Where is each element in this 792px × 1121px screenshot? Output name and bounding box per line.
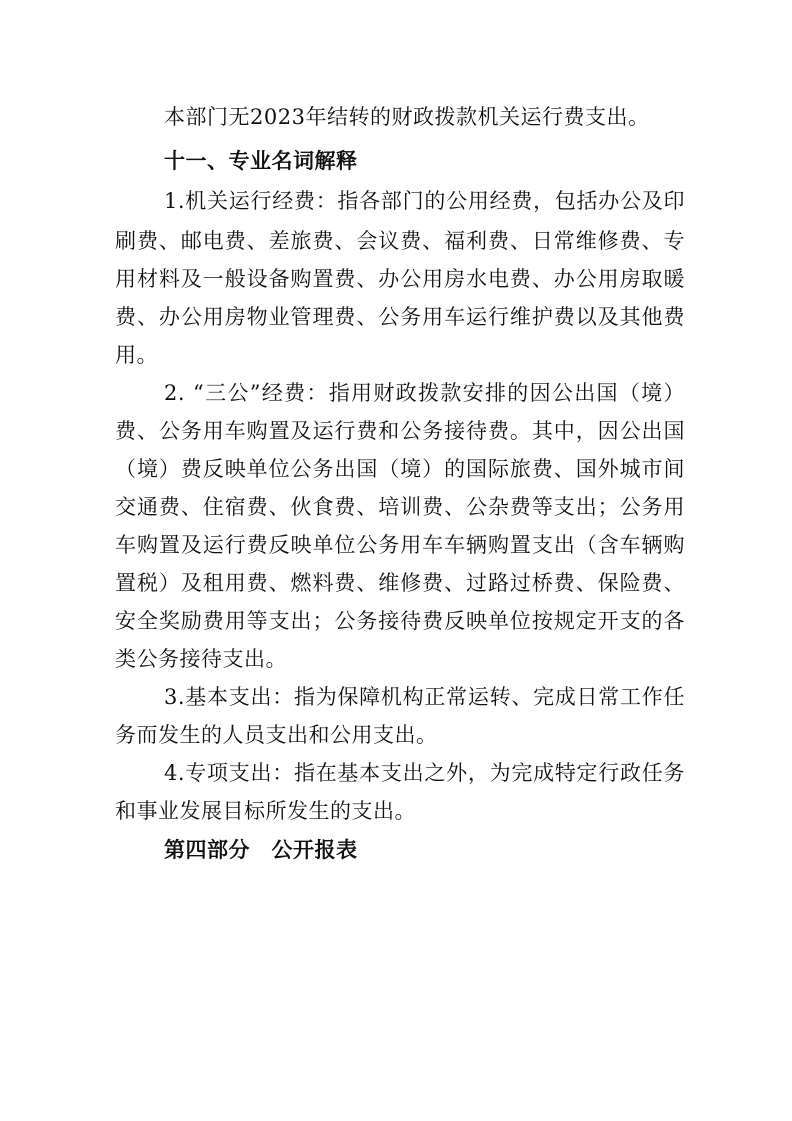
item1-line: 用材料及一般设备购置费、办公用房水电费、办公用房取暖 <box>115 267 685 291</box>
item1-line: 刷费、邮电费、差旅费、会议费、福利费、日常维修费、专 <box>115 229 685 253</box>
item2-line: 车购置及运行费反映单位公务用车车辆购置支出（含车辆购 <box>115 533 685 557</box>
item2-line: 2. “三公”经费：指用财政拨款安排的因公出国（境） <box>164 381 685 405</box>
item4-line: 4.专项支出：指在基本支出之外，为完成特定行政任务 <box>164 761 685 785</box>
item1-line: 用。 <box>115 343 158 367</box>
item2-line: （境）费反映单位公务出国（境）的国际旅费、国外城市间 <box>115 457 685 481</box>
section-heading: 十一、专业名词解释 <box>164 149 358 173</box>
item2-line: 安全奖励费用等支出；公务接待费反映单位按规定开支的各 <box>115 609 685 633</box>
item4-line: 和事业发展目标所发生的支出。 <box>115 799 416 823</box>
item1-line: 费、办公用房物业管理费、公务用车运行维护费以及其他费 <box>115 305 685 329</box>
intro-paragraph: 本部门无2023年结转的财政拨款机关运行费支出。 <box>164 105 650 129</box>
item3-line: 3.基本支出：指为保障机构正常运转、完成日常工作任 <box>164 685 685 709</box>
item1-line: 1.机关运行经费：指各部门的公用经费，包括办公及印 <box>164 189 685 213</box>
item2-line: 交通费、住宿费、伙食费、培训费、公杂费等支出；公务用 <box>115 495 685 519</box>
item2-line: 置税）及租用费、燃料费、维修费、过路过桥费、保险费、 <box>115 571 685 595</box>
part-heading: 第四部分 公开报表 <box>164 838 358 862</box>
item2-line: 类公务接待支出。 <box>115 647 287 671</box>
item3-line: 务而发生的人员支出和公用支出。 <box>115 723 438 747</box>
item2-line: 费、公务用车购置及运行费和公务接待费。其中，因公出国 <box>115 419 685 443</box>
